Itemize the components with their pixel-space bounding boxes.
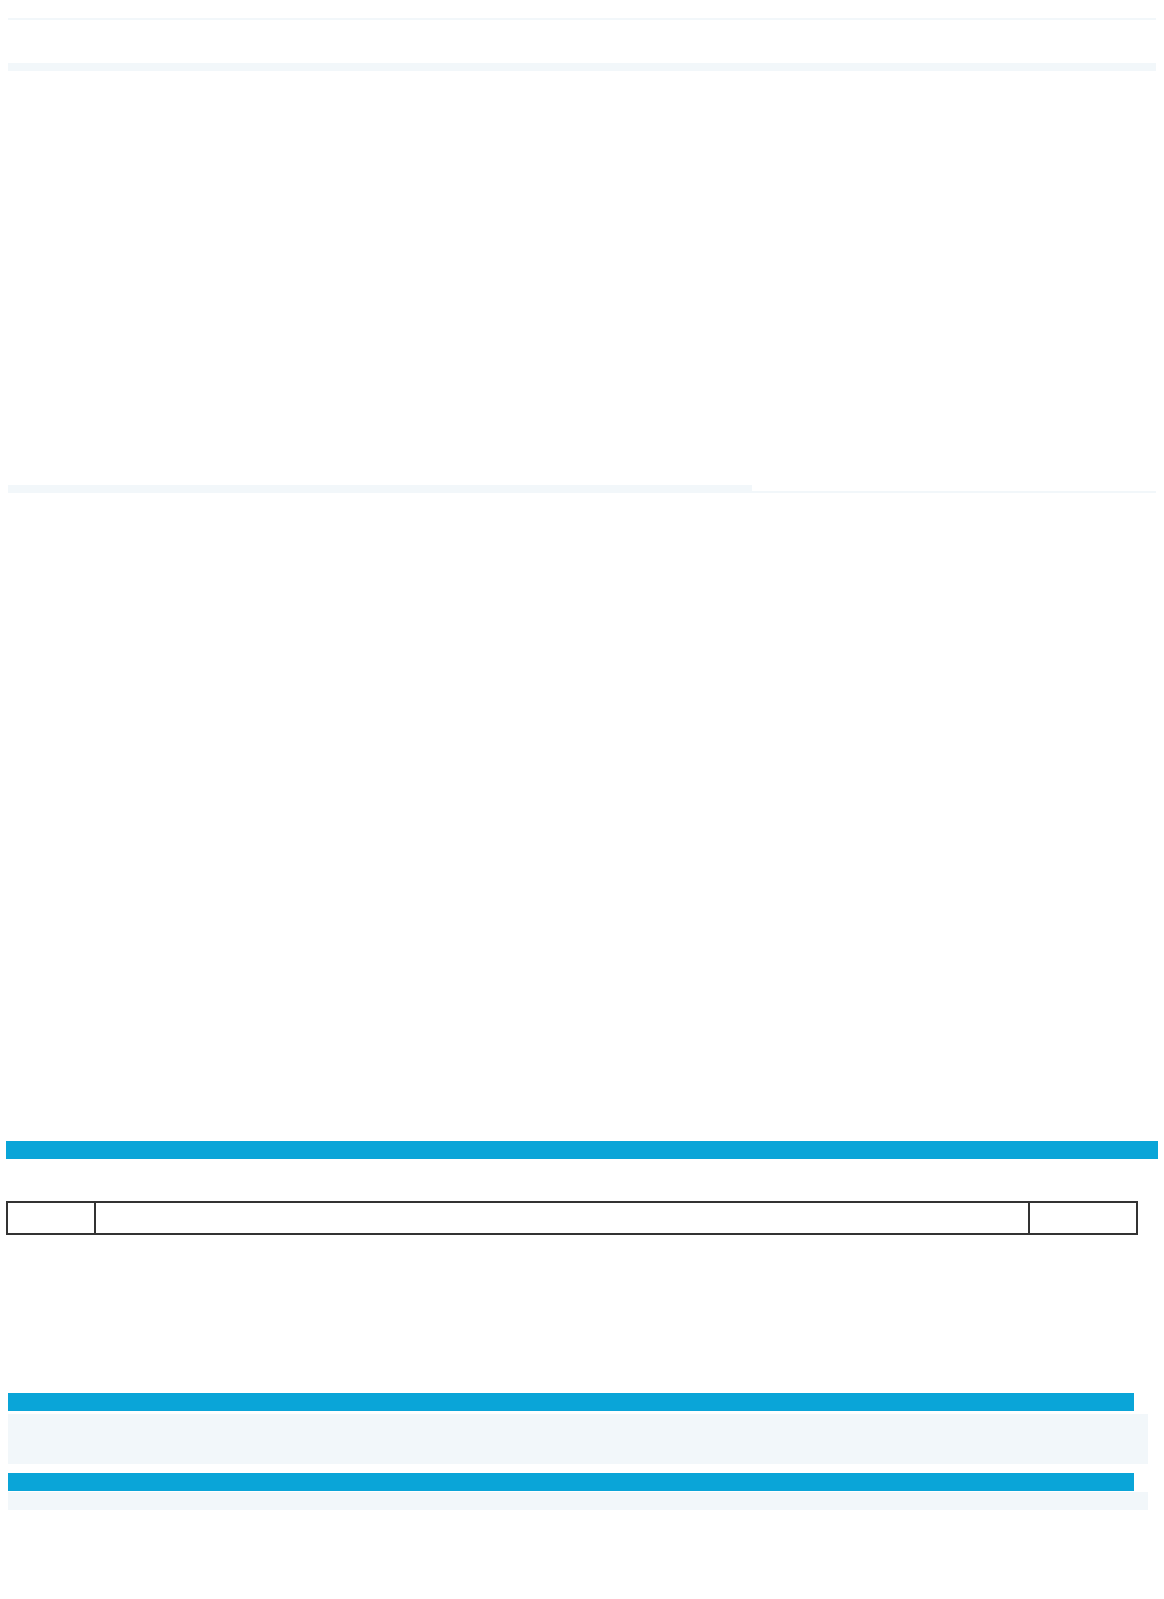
col-header-codigo xyxy=(1029,1202,1137,1234)
dimensions-title xyxy=(8,1473,1134,1491)
comments-title xyxy=(8,1393,1134,1411)
col-header-tipo xyxy=(7,1202,95,1234)
accessories-table xyxy=(6,1201,1138,1235)
relay-table xyxy=(8,69,1156,71)
dimensions-model xyxy=(8,1492,1148,1510)
static-table xyxy=(8,491,1156,493)
comments-body xyxy=(8,1414,1148,1464)
relay-section xyxy=(8,63,1156,71)
accessories-header-row xyxy=(7,1202,1137,1234)
col-header-designacion xyxy=(95,1202,1029,1234)
top-rows-panel xyxy=(8,18,1156,20)
top-rows-table xyxy=(8,18,1156,20)
static-section xyxy=(8,485,1156,493)
page-header xyxy=(0,0,1164,20)
accessories-title xyxy=(6,1141,1158,1159)
